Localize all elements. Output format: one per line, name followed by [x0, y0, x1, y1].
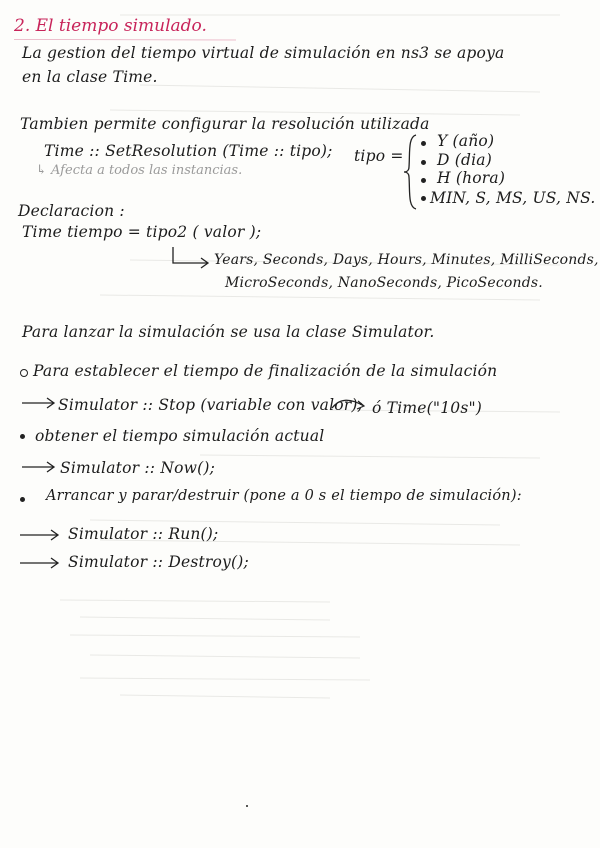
- arrow-icon-1: [20, 396, 58, 410]
- alt-arrow-icon: [330, 396, 370, 416]
- option-year: Y (año): [437, 132, 495, 150]
- declaration-arrow-icon: [170, 245, 212, 269]
- arrow-icon-2: [20, 460, 58, 474]
- bullet-current-time: obtener el tiempo simulación actual: [35, 427, 325, 445]
- now-code: Simulator :: Now();: [60, 459, 216, 477]
- set-resolution-code: Time :: SetResolution (Time :: tipo);: [44, 142, 333, 160]
- time-types-line-1: Years, Seconds, Days, Hours, Minutes, MilliSeconds,: [214, 252, 599, 268]
- page-speck: [246, 805, 248, 807]
- bullet-3: [20, 497, 25, 502]
- option-dot-2: [421, 160, 426, 165]
- intro-line-2: en la clase Time.: [22, 68, 158, 86]
- simulator-intro: Para lanzar la simulación se usa la clase Simulator.: [22, 323, 435, 341]
- run-code: Simulator :: Run();: [68, 525, 219, 543]
- arrow-icon-4: [18, 556, 62, 570]
- section-title: 2. El tiempo simulado.: [14, 16, 207, 36]
- declaration-heading: Declaracion :: [18, 202, 125, 220]
- option-dot-1: [421, 141, 426, 146]
- option-hour: H (hora): [437, 169, 506, 187]
- resolution-heading: Tambien permite configurar la resolución utilizada: [20, 115, 430, 133]
- title-underline: [14, 38, 244, 42]
- destroy-code: Simulator :: Destroy();: [68, 553, 249, 571]
- option-day: D (dia): [437, 151, 492, 169]
- stop-alternative: ó Time("10s"): [372, 399, 483, 417]
- tipo-label: tipo =: [354, 147, 404, 165]
- intro-line-1: La gestion del tiempo virtual de simulación en ns3 se apoya: [22, 44, 505, 62]
- option-dot-4: [421, 196, 426, 201]
- resolution-note: ↳ Afecta a todos las instancias.: [36, 163, 243, 178]
- arrow-icon-3: [18, 528, 62, 542]
- curly-brace: [402, 133, 420, 211]
- option-small-units: MIN, S, MS, US, NS.: [430, 189, 596, 207]
- option-dot-3: [421, 178, 426, 183]
- time-types-line-2: MicroSeconds, NanoSeconds, PicoSeconds.: [225, 275, 543, 291]
- bullet-finish-time: Para establecer el tiempo de finalización de la simulación: [33, 362, 498, 380]
- bullet-2: [20, 434, 25, 439]
- declaration-code: Time tiempo = tipo2 ( valor );: [22, 223, 262, 241]
- bullet-1: [20, 369, 28, 377]
- bullet-start-stop: Arrancar y parar/destruir (pone a 0 s el tiempo de simulación):: [46, 488, 522, 504]
- stop-code: Simulator :: Stop (variable con valor);: [58, 396, 364, 414]
